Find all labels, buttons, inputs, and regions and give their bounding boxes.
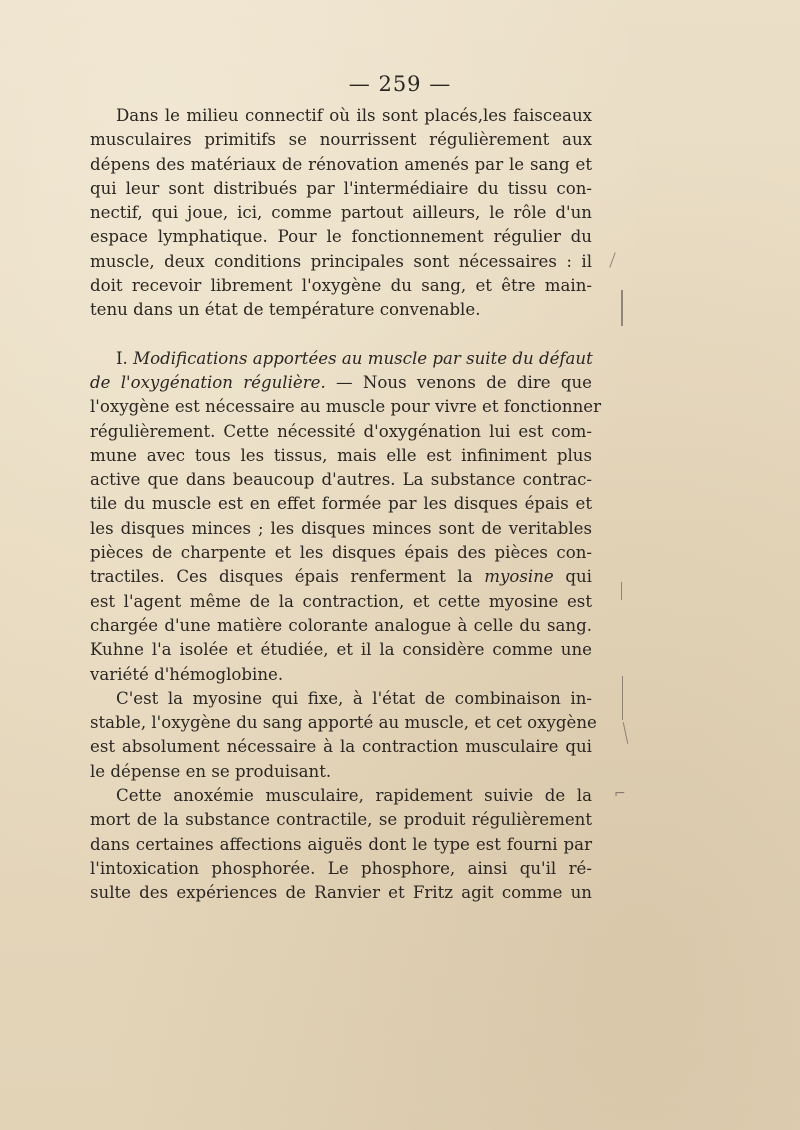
section-heading-line: [90, 371, 592, 395]
text-line: dépens des matériaux de rénovation amenés par le sang et: [90, 154, 592, 174]
text-line: Cette anoxémie musculaire, rapidement suivie de la: [116, 786, 592, 806]
text-line: mort de la substance contractile, se produit régulièrement: [90, 810, 592, 830]
section-number: I.: [116, 348, 128, 368]
text-line: variété d'hémoglobine.: [90, 664, 284, 684]
text-line: chargée d'une matière colorante analogue à celle du sang.: [90, 615, 592, 635]
pencil-margin-tick-icon: ⌐: [614, 786, 626, 802]
section-title-part2: de l'oxygénation régulière.: [90, 372, 326, 392]
pencil-margin-mark: [623, 722, 629, 744]
text-fragment: qui: [553, 567, 592, 587]
pencil-margin-mark: [622, 676, 623, 720]
text-line: tenu dans un état de température convenable.: [90, 300, 481, 320]
text-line: doit recevoir librement l'oxygène du sang, et être main-: [90, 276, 592, 296]
paragraph-intro: [90, 104, 592, 323]
text-line: l'intoxication phosphorée. Le phosphore, ainsi qu'il ré-: [90, 858, 592, 878]
text-line: les disques minces ; les disques minces sont de veritables: [90, 518, 592, 538]
text-line: régulièrement. Cette nécessité d'oxygénation lui est com-: [90, 421, 592, 441]
text-line: nectif, qui joue, ici, comme partout ailleurs, le rôle d'un: [90, 203, 592, 223]
text-line: sulte des expériences de Ranvier et Fritz agit comme un: [90, 883, 592, 903]
text-line: le dépense en se produisant.: [90, 761, 332, 781]
text-line: espace lymphatique. Pour le fonctionnement régulier du: [90, 227, 592, 247]
text-line: Dans le milieu connectif où ils sont placés,les faisceaux: [116, 106, 592, 125]
text-line: mune avec tous les tissus, mais elle est infiniment plus: [90, 445, 592, 465]
text-line: [90, 565, 592, 589]
text-line: Kuhne l'a isolée et étudiée, et il la considère comme une: [90, 640, 592, 660]
section-title-part1: Modifications apportées au muscle par suite du défaut: [133, 348, 593, 368]
text-line: stable, l'oxygène du sang apporté au muscle, et cet oxygène: [90, 713, 597, 733]
page-number: — 259 —: [348, 72, 452, 96]
section-modifications: [90, 347, 602, 687]
text-line: dans certaines affections aiguës dont le type est fourni par: [90, 834, 592, 854]
paragraph-anoxemie: [90, 784, 592, 905]
text-fragment: tractiles. Ces disques épais renferment la: [90, 567, 485, 587]
section-gap: [90, 323, 592, 347]
text-line: l'oxygène est nécessaire au muscle pour vivre et fonctionner: [90, 397, 602, 417]
section-heading-line: [90, 347, 592, 371]
text-line: musculaires primitifs se nourrissent régulièrement aux: [90, 130, 592, 150]
text-line: pièces de charpente et les disques épais des pièces con-: [90, 543, 592, 563]
text-line: C'est la myosine qui fixe, à l'état de combinaison in-: [116, 688, 592, 708]
pencil-margin-mark: [609, 252, 615, 267]
body-text: [90, 104, 602, 906]
paragraph-myosine: [90, 687, 597, 784]
text-line: est absolument nécessaire à la contraction musculaire qui: [90, 737, 592, 757]
text-line: muscle, deux conditions principales sont nécessaires : il: [90, 251, 592, 271]
myosine-term: myosine: [484, 567, 554, 587]
text-line: qui leur sont distribués par l'intermédiaire du tissu con-: [90, 178, 592, 198]
pencil-margin-mark: [621, 290, 623, 326]
pencil-margin-mark: [621, 582, 622, 600]
text-line: est l'agent même de la contraction, et cette myosine est: [90, 591, 592, 611]
section-title-dash: — Nous venons de dire que: [325, 372, 592, 392]
text-line: active que dans beaucoup d'autres. La substance contrac-: [90, 470, 592, 490]
text-line: tile du muscle est en effet formée par les disques épais et: [90, 494, 592, 514]
